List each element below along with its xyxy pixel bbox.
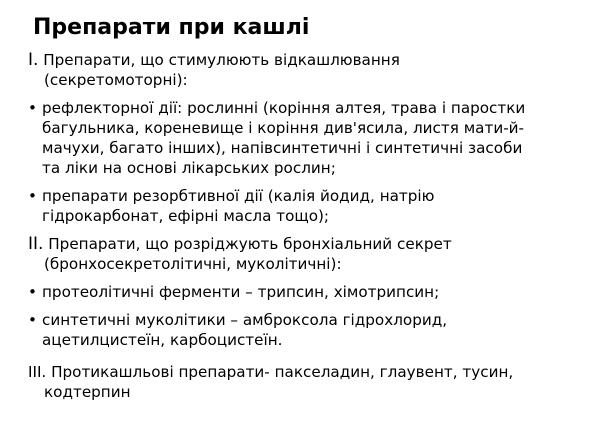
section-3-number: III. (28, 363, 47, 381)
bullet-item-1 (28, 98, 594, 178)
section-2 (28, 234, 594, 274)
bullet-3-marker: • (28, 283, 37, 301)
bullet-2-line-2: гідрокарбонат, ефірні масла тощо); (42, 207, 330, 225)
bullet-4-line-1: синтетичні муколітики – амброксола гідрохлорид, (42, 311, 448, 329)
section-2-line-2: (бронхосекретолітичні, муколітичні): (44, 255, 342, 273)
section-3-line-1: Протикашльові препарати- пакселадин, глаувент, тусин, (51, 363, 514, 381)
section-3 (28, 362, 594, 402)
bullet-item-3 (28, 282, 594, 302)
bullet-item-2 (28, 186, 594, 226)
section-1 (28, 50, 594, 90)
section-1-number: I. (28, 50, 39, 70)
bullet-2-marker: • (28, 187, 37, 205)
bullet-4-marker: • (28, 311, 37, 329)
bullet-1-line-4: та ліки на основі лікарських рослин; (42, 159, 336, 177)
bullet-2-line-1: препарати резорбтивної дії (калія йодид, натрію (42, 187, 435, 205)
section-3-line-2: кодтерпин (44, 383, 131, 401)
section-2-line-1: Препарати, що розріджують бронхіальний секрет (48, 235, 452, 253)
bullet-1-line-2: багульника, кореневище і коріння див'ясила, листя мати-й- (42, 119, 525, 137)
bullet-3-line-1: протеолітичні ферменти – трипсин, хімотрипсин; (42, 283, 440, 301)
slide-content (28, 50, 594, 402)
bullet-1-marker: • (28, 99, 37, 117)
bullet-4-line-2: ацетилцистеїн, карбоцистеїн. (42, 331, 283, 349)
bullet-item-4 (28, 310, 594, 350)
bullet-1-line-3: мачухи, багато інших), напівсинтетичні і синтетичні засоби (42, 139, 523, 157)
section-1-line-2: (секретомоторні): (44, 71, 188, 89)
slide-title: Препарати при кашлі (33, 15, 310, 40)
section-2-number: II. (28, 234, 44, 254)
section-1-line-1: Препарати, що стимулюють відкашлювання (43, 51, 400, 69)
bullet-1-line-1: рефлекторної дії: рослинні (коріння алтея, трава і паростки (42, 99, 526, 117)
